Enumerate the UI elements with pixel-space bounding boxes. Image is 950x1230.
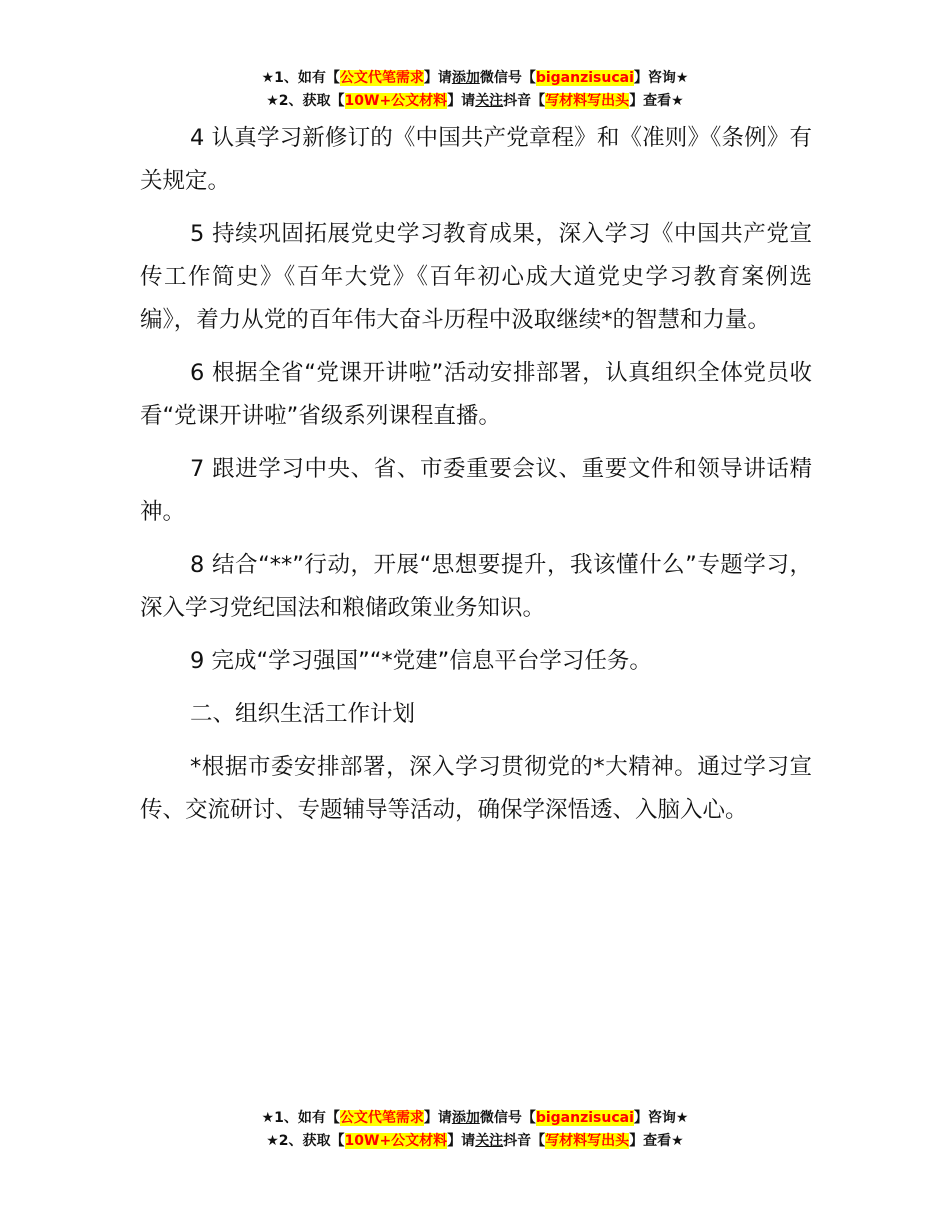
paragraph-item-9: 9 完成“学习强国”“*党建”信息平台学习任务。 [190,648,652,674]
paragraph-item-7: 7 跟进学习中央、省、市委重要会议、重要文件和领导讲话精神。 [140,456,812,525]
header-promo-banner [0,67,950,113]
promo-text: 】查看★ [629,1133,684,1149]
paragraph-item-8: 8 结合“**”行动，开展“思想要提升，我该懂什么”专题学习，深入学习党纪国法和粮储政策业务知识。 [140,552,812,621]
paragraph-item-6: 6 根据全省“党课开讲啦”活动安排部署，认真组织全体党员收看“党课开讲啦”省级系列课程直播。 [140,360,812,429]
promo-underlined-text: 添加 [451,70,480,86]
promo-highlight: 公文代笔需求 [339,70,424,86]
promo-line-2 [0,90,950,113]
promo-text: 】查看★ [629,93,684,109]
promo-text: 】咨询★ [633,70,689,86]
promo-highlight: 10W+公文材料 [344,1133,448,1149]
paragraph-item-5: 5 持续巩固拓展党史学习教育成果，深入学习《中国共产党宣传工作简史》《百年大党》《百年初心成大道党史学习教育案例选编》，着力从党的百年伟大奋斗历程中汲取继续*的智慧和力量。 [140,221,812,333]
promo-text: 微信号【 [479,70,536,86]
paragraph-section-intro: *根据市委安排部署，深入学习贯彻党的*大精神。通过学习宣传、交流研讨、专题辅导等活动，确保学深悟透、入脑入心。 [140,754,812,823]
promo-text: 】咨询★ [633,1110,689,1126]
promo-highlight: 写材料写出头 [545,93,630,109]
promo-text: 微信号【 [479,1110,536,1126]
promo-underlined-text: 关注 [475,93,504,109]
promo-text: ★2、获取【 [266,93,345,109]
promo-text: 抖音【 [503,1133,546,1149]
section-heading: 二、组织生活工作计划 [190,701,416,727]
promo-text: 】请 [447,1133,476,1149]
promo-text: 】请 [447,93,476,109]
promo-text: 抖音【 [503,93,546,109]
promo-line-1 [0,67,950,90]
promo-line-1 [0,1107,950,1130]
footer-promo-banner [0,1107,950,1153]
promo-text: ★1、如有【 [261,1110,340,1126]
promo-highlight: 写材料写出头 [545,1133,630,1149]
promo-highlight: 公文代笔需求 [339,1110,424,1126]
promo-highlight: biganzisucai [535,70,634,86]
document-body [140,117,812,842]
paragraph-item-4: 4 认真学习新修订的《中国共产党章程》和《准则》《条例》有关规定。 [140,125,812,194]
promo-highlight: biganzisucai [535,1110,634,1126]
promo-text: 】请 [423,1110,452,1126]
promo-text: ★1、如有【 [261,70,340,86]
promo-underlined-text: 关注 [475,1133,504,1149]
promo-line-2 [0,1130,950,1153]
promo-underlined-text: 添加 [451,1110,480,1126]
promo-highlight: 10W+公文材料 [344,93,448,109]
promo-text: 】请 [423,70,452,86]
promo-text: ★2、获取【 [266,1133,345,1149]
